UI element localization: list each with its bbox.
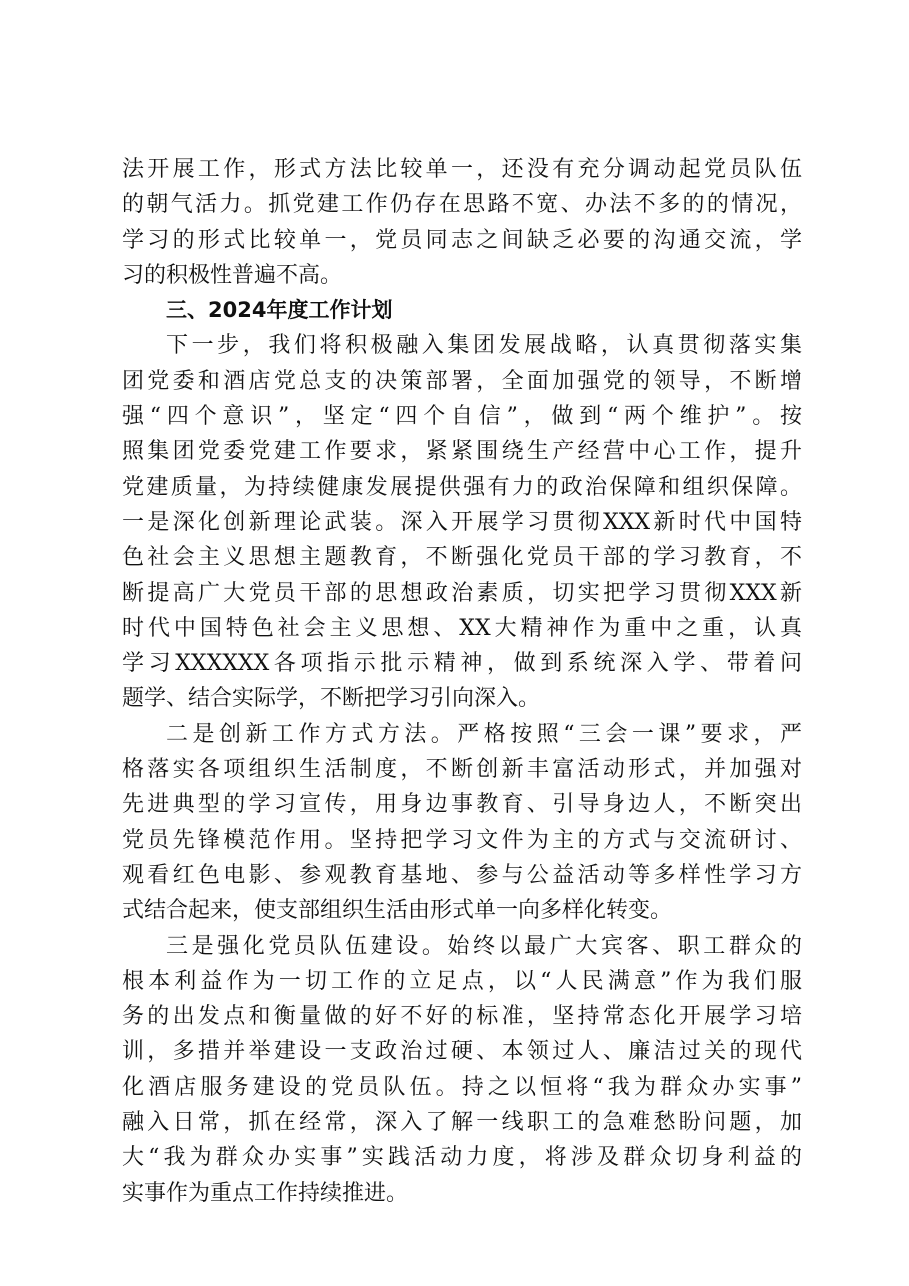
text-line: 题学、结合实际学，不断把学习引向深入。	[122, 686, 541, 712]
text-line: 根本利益作为一切工作的立足点，以“人民满意”作为我们服	[122, 968, 802, 994]
paragraph-next-steps	[122, 328, 802, 716]
text-line: 学习的形式比较单一，党员同志之间缺乏必要的沟通交流，学	[122, 227, 802, 253]
text-line: 一是深化创新理论武装。深入开展学习贯彻XXX新时代中国特	[122, 509, 802, 535]
paragraph-team-building	[122, 929, 802, 1211]
text-line: 训，多措并举建设一支政治过硬、本领过人、廉洁过关的现代	[122, 1039, 802, 1065]
text-line: 法开展工作，形式方法比较单一，还没有充分调动起党员队伍	[122, 157, 802, 182]
text-line: 强“四个意识”，坚定“四个自信”，做到“两个维护”。按	[122, 404, 802, 430]
text-line: 时代中国特色社会主义思想、XX大精神作为重中之重，认真	[122, 615, 802, 641]
text-line: 实事作为重点工作持续推进。	[122, 1180, 409, 1206]
text-line: 下一步，我们将积极融入集团发展战略，认真贯彻落实集	[166, 333, 802, 359]
text-line: 三是强化党员队伍建设。始终以最广大宾客、职工群众的	[166, 933, 802, 959]
text-line: 先进典型的学习宣传，用身边事教育、引导身边人，不断突出	[122, 792, 802, 818]
text-line: 大“我为群众办实事”实践活动力度，将涉及群众切身利益的	[122, 1145, 802, 1171]
paragraph-problems-continued	[122, 152, 802, 293]
document-body	[122, 152, 802, 1211]
text-line: 式结合起来，使支部组织生活由形式单一向多样化转变。	[122, 898, 673, 924]
text-line: 党员先锋模范作用。坚持把学习文件为主的方式与交流研讨、	[122, 827, 802, 853]
text-line: 断提高广大党员干部的思想政治素质，切实把学习贯彻XXX新	[122, 580, 802, 606]
text-line: 务的出发点和衡量做的好不好的标准，坚持常态化开展学习培	[122, 1004, 802, 1030]
text-line: 色社会主义思想主题教育，不断强化党员干部的学习教育，不	[122, 545, 802, 571]
text-line: 的朝气活力。抓党建工作仍存在思路不宽、办法不多的的情况，	[122, 192, 802, 218]
text-line: 党建质量，为持续健康发展提供强有力的政治保障和组织保障。	[122, 474, 802, 500]
text-line: 照集团党委党建工作要求，紧紧围绕生产经营中心工作，提升	[122, 439, 802, 465]
paragraph-work-methods	[122, 717, 802, 929]
text-line: 观看红色电影、参观教育基地、参与公益活动等多样性学习方	[122, 862, 802, 888]
text-line: 学习XXXXXX各项指示批示精神，做到系统深入学、带着问	[122, 651, 802, 677]
text-line: 化酒店服务建设的党员队伍。持之以恒将“我为群众办实事”	[122, 1074, 802, 1100]
text-line: 习的积极性普遍不高。	[122, 262, 343, 288]
text-line: 二是创新工作方式方法。严格按照“三会一课”要求，严	[166, 721, 802, 747]
text-line: 格落实各项组织生活制度，不断创新丰富活动形式，并加强对	[122, 757, 802, 783]
text-line: 融入日常，抓在经常，深入了解一线职工的急难愁盼问题，加	[122, 1110, 802, 1136]
text-line: 团党委和酒店党总支的决策部署，全面加强党的领导，不断增	[122, 368, 802, 394]
section-heading-work-plan: 三、2024年度工作计划	[166, 298, 393, 323]
